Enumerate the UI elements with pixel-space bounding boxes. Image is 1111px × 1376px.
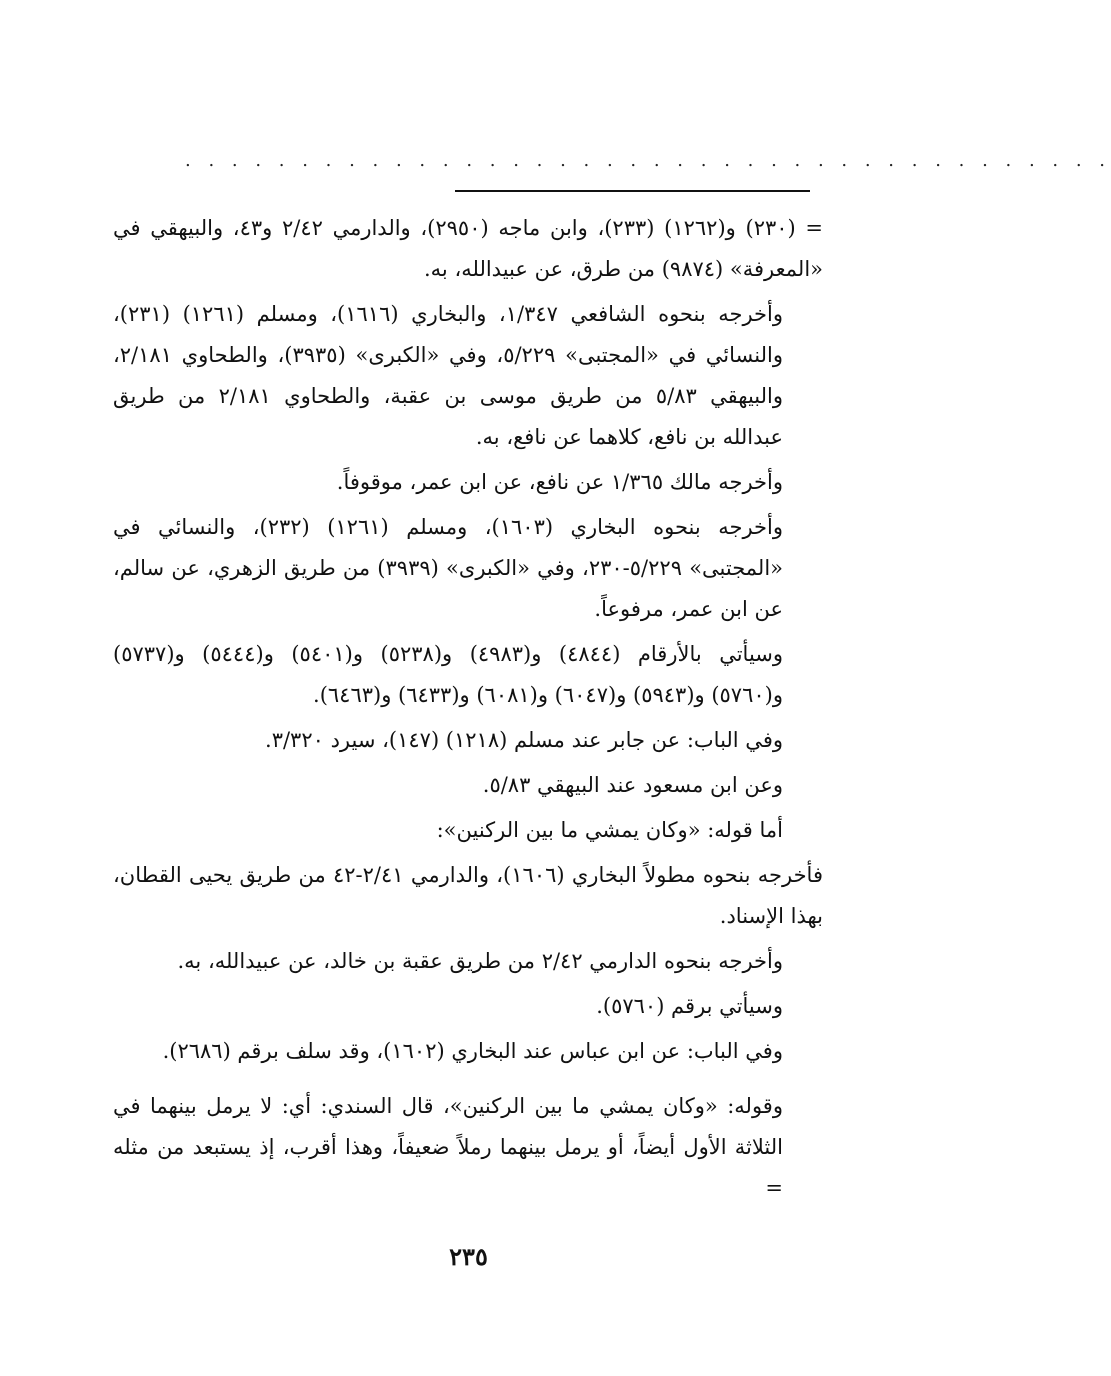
footnote-paragraph: وسيأتي برقم (٥٧٦٠).: [596, 994, 783, 1018]
footnote-paragraph: = (٢٣٠) و(١٢٦٢) (٢٣٣)، وابن ماجه (٢٩٥٠)، والدارمي ٢/٤٢ و٤٣، والبيهقي في «المعرفة» (٩٨٧٤) من طرق، عن عبيدالله، به.: [113, 216, 824, 281]
footnote-paragraph: وأخرجه بنحوه البخاري (١٦٠٣)، ومسلم (١٢٦١) (٢٣٢)، والنسائي في «المجتبى» ٥/٢٢٩-٢٣٠، وفي «الكبرى» (٣٩٣٩) من طريق الزهري، عن سالم، عن ابن عمر، مرفوعاً.: [113, 515, 783, 621]
footnote-rule: [455, 190, 810, 192]
ellipsis-separator: . . . . . . . . . . . . . . . . . . . . . . . . . . . . . . . . . . . . . . . .: [185, 150, 1111, 171]
footnotes-body: [113, 208, 823, 1213]
footnote-paragraph: فأخرجه بنحوه مطولاً البخاري (١٦٠٦)، والدارمي ٢/٤١-٤٢ من طريق يحيى القطان، بهذا الإسناد.: [113, 863, 823, 928]
footnote-paragraph: وفي الباب: عن جابر عند مسلم (١٢١٨) (١٤٧)، سيرد ٣/٣٢٠.: [265, 728, 783, 752]
footnote-paragraph: وأخرجه بنحوه الدارمي ٢/٤٢ من طريق عقبة بن خالد، عن عبيدالله، به.: [177, 949, 783, 973]
footnote-paragraph: وأخرجه بنحوه الشافعي ١/٣٤٧، والبخاري (١٦١٦)، ومسلم (١٢٦١) (٢٣١)، والنسائي في «المجتبى» ٥/٢٢٩، وفي «الكبرى» (٣٩٣٥)، والطحاوي ٢/١٨١، والبيهقي ٥/٨٣ من طريق موسى بن عقبة، والطحاوي ٢/١٨١ من طريق عبدالله بن نافع، كلاهما عن نافع، به.: [113, 302, 784, 449]
footnote-paragraph: وقوله: «وكان يمشي ما بين الركنين»، قال السندي: أي: لا يرمل بينهما في الثلاثة الأول أيضاً، أو يرمل بينهما رملاً ضعيفاً، وهذا أقرب، إذ يستبعد من مثله =: [113, 1094, 783, 1200]
footnote-paragraph: أما قوله: «وكان يمشي ما بين الركنين»:: [436, 818, 783, 842]
page-number: ٢٣٥: [449, 1242, 488, 1271]
footnote-paragraph: وأخرجه مالك ١/٣٦٥ عن نافع، عن ابن عمر، موقوفاً.: [336, 470, 783, 494]
footnote-paragraph: وسيأتي بالأرقام (٤٨٤٤) و(٤٩٨٣) و(٥٢٣٨) و(٥٤٠١) و(٥٤٤٤) و(٥٧٣٧) و(٥٧٦٠) و(٥٩٤٣) و(٦٠٤٧) و(٦٠٨١) و(٦٤٣٣) و(٦٤٦٣).: [113, 642, 784, 707]
footnote-paragraph: وفي الباب: عن ابن عباس عند البخاري (١٦٠٢)، وقد سلف برقم (٢٦٨٦).: [162, 1039, 783, 1063]
footnote-paragraph: وعن ابن مسعود عند البيهقي ٥/٨٣.: [482, 773, 783, 797]
